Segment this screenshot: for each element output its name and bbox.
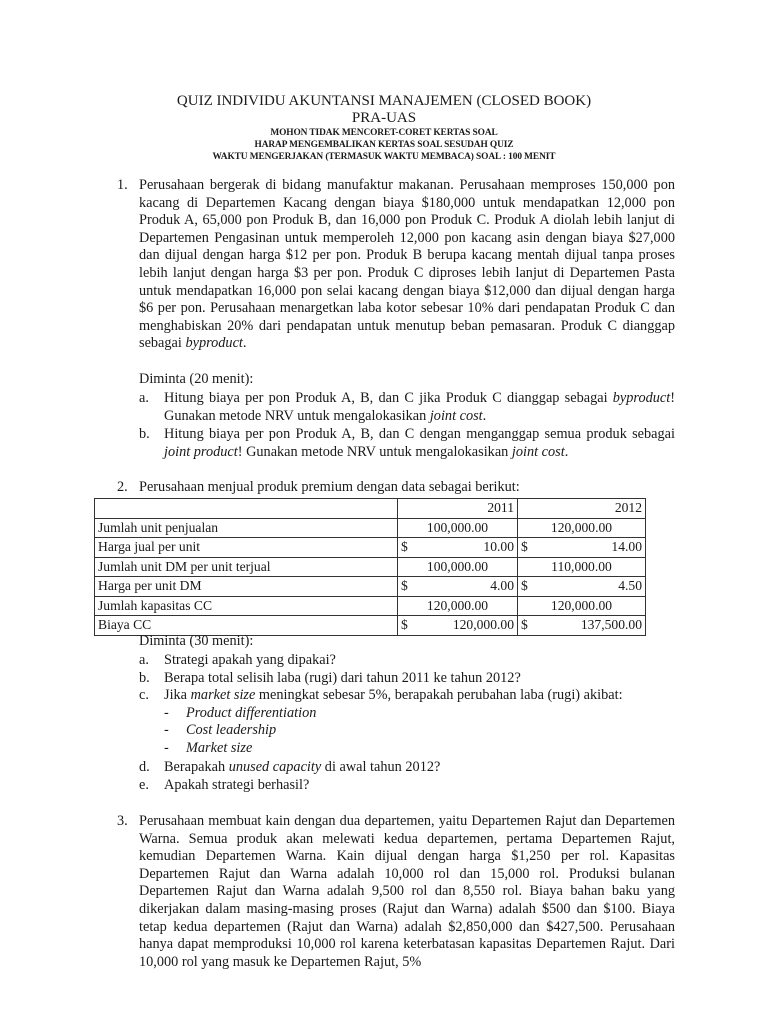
financial-data-table	[94, 498, 646, 636]
table-row	[95, 538, 646, 558]
question-1b-text: Hitung biaya per pon Produk A, B, dan C dengan menganggap semua produk sebagai joint product! Gunakan metode NRV untuk mengalokasikan joint cost.	[164, 426, 675, 460]
row-label: Jumlah unit DM per unit terjual	[95, 557, 398, 577]
currency-2011: $	[398, 616, 421, 636]
question-2b-text: Berapa total selisih laba (rugi) dari tahun 2011 ke tahun 2012?	[164, 670, 521, 686]
row-label: Harga jual per unit	[95, 538, 398, 558]
question-2b-marker: b.	[139, 670, 150, 686]
table-header-blank	[95, 499, 398, 519]
question-2a-marker: a.	[139, 652, 149, 668]
table-header-year-2: 2012	[518, 499, 646, 519]
table-row	[95, 557, 646, 577]
value-2012: 110,000.00	[518, 557, 646, 577]
question-3-number: 3.	[117, 813, 128, 829]
value-2012: 137,500.00	[541, 616, 646, 636]
question-2c-item-3: Market size	[186, 740, 253, 756]
value-2012: 120,000.00	[518, 596, 646, 616]
question-2-intro: Perusahaan menjual produk premium dengan data sebagai berikut:	[139, 479, 520, 495]
question-1a-marker: a.	[139, 390, 149, 406]
question-2a-text: Strategi apakah yang dipakai?	[164, 652, 336, 668]
question-1-diminta: Diminta (20 menit):	[139, 371, 254, 387]
value-2011: 4.00	[421, 577, 518, 597]
table-row	[95, 518, 646, 538]
question-3-text: Perusahaan membuat kain dengan dua departemen, yaitu Departemen Rajut dan Departemen Warna. Semua produk akan melewati kedua departemen, pertama Departemen Rajut, kemudian Departemen Warna. Kain dijual dengan harga $1,250 per rol. Kapasitas Departemen Rajut dan Warna adalah 10,000 rol dan 15,000 rol. Produksi bulanan Departemen Rajut dan Warna adalah 9,500 rol dan 8,550 rol. Biaya bahan baku yang dikerjakan dalam masing-masing proses (Rajut dan Warna) adalah $500 dan $100. Biaya tetap kedua departemen (Rajut dan Warna) adalah $2,850,000 dan $427,500. Perusahaan hanya dapat memproduksi 10,000 rol karena keterbatasan kapasitas Departemen Rajut. Dari 10,000 rol yang masuk ke Departemen Rajut, 5%	[139, 813, 675, 970]
value-2012: 14.00	[541, 538, 646, 558]
value-2012: 4.50	[541, 577, 646, 597]
row-label: Jumlah kapasitas CC	[95, 596, 398, 616]
question-2d-text: Berapakah unused capacity di awal tahun 2012?	[164, 759, 441, 775]
question-2e-marker: e.	[139, 777, 149, 793]
header-note-2: HARAP MENGEMBALIKAN KERTAS SOAL SESUDAH QUIZ	[254, 140, 514, 150]
table-header-row	[95, 499, 646, 519]
currency-2012: $	[518, 577, 541, 597]
question-2c-text: Jika market size meningkat sebesar 5%, berapakah perubahan laba (rugi) akibat:	[164, 687, 623, 703]
currency-2012: $	[518, 616, 541, 636]
dash-marker: -	[164, 740, 169, 756]
value-2011: 10.00	[421, 538, 518, 558]
value-2011: 100,000.00	[398, 518, 518, 538]
row-label: Jumlah unit penjualan	[95, 518, 398, 538]
quiz-title: QUIZ INDIVIDU AKUNTANSI MANAJEMEN (CLOSED BOOK)	[176, 93, 592, 109]
value-2012: 120,000.00	[518, 518, 646, 538]
table-header-year-1: 2011	[398, 499, 518, 519]
question-1b-marker: b.	[139, 426, 150, 442]
question-2c-marker: c.	[139, 687, 149, 703]
question-2e-text: Apakah strategi berhasil?	[164, 777, 310, 793]
quiz-subtitle: PRA-UAS	[351, 110, 417, 126]
question-2-number: 2.	[117, 479, 128, 495]
dash-marker: -	[164, 722, 169, 738]
table-row	[95, 577, 646, 597]
row-label: Harga per unit DM	[95, 577, 398, 597]
question-2c-item-1: Product differentiation	[186, 705, 317, 721]
question-1a-text: Hitung biaya per pon Produk A, B, dan C jika Produk C dianggap sebagai byproduct! Gunakan metode NRV untuk mengalokasikan joint cost.	[164, 390, 675, 424]
currency-2011: $	[398, 577, 421, 597]
question-2-diminta: Diminta (30 menit):	[139, 633, 254, 649]
question-2d-marker: d.	[139, 759, 150, 775]
table-row	[95, 596, 646, 616]
dash-marker: -	[164, 705, 169, 721]
row-label: Biaya CC	[95, 616, 398, 636]
value-2011: 100,000.00	[398, 557, 518, 577]
header-note-3: WAKTU MENGERJAKAN (TERMASUK WAKTU MEMBACA) SOAL : 100 MENIT	[212, 152, 556, 162]
question-1-number: 1.	[117, 177, 128, 193]
value-2011: 120,000.00	[421, 616, 518, 636]
currency-2012: $	[518, 538, 541, 558]
value-2011: 120,000.00	[398, 596, 518, 616]
header-note-1: MOHON TIDAK MENCORET-CORET KERTAS SOAL	[270, 128, 498, 138]
question-2c-item-2: Cost leadership	[186, 722, 277, 738]
currency-2011: $	[398, 538, 421, 558]
question-1-text: Perusahaan bergerak di bidang manufaktur makanan. Perusahaan memproses 150,000 pon kacang di Departemen Kacang dengan biaya $180,000 untuk mendapatkan 12,000 pon Produk A, 65,000 pon Produk B, dan 16,000 pon Produk C. Produk A diolah lebih lanjut di Departemen Pengasinan untuk memperoleh 12,000 pon kacang asin dengan biaya $27,000 dan dijual dengan harga $12 per pon. Produk B berupa kacang mentah dijual tanpa proses lebih lanjut dengan harga $3 per pon. Produk C diproses lebih lanjut di Departemen Pasta untuk mendapatkan 16,000 pon selai kacang dengan biaya $12,000 dan dijual dengan harga $6 per pon. Perusahaan menargetkan laba kotor sebesar 10% dari pendapatan Produk C dan menghabiskan 20% dari pendapatan untuk menutup beban pemasaran. Produk C dianggap sebagai byproduct.	[139, 177, 675, 352]
